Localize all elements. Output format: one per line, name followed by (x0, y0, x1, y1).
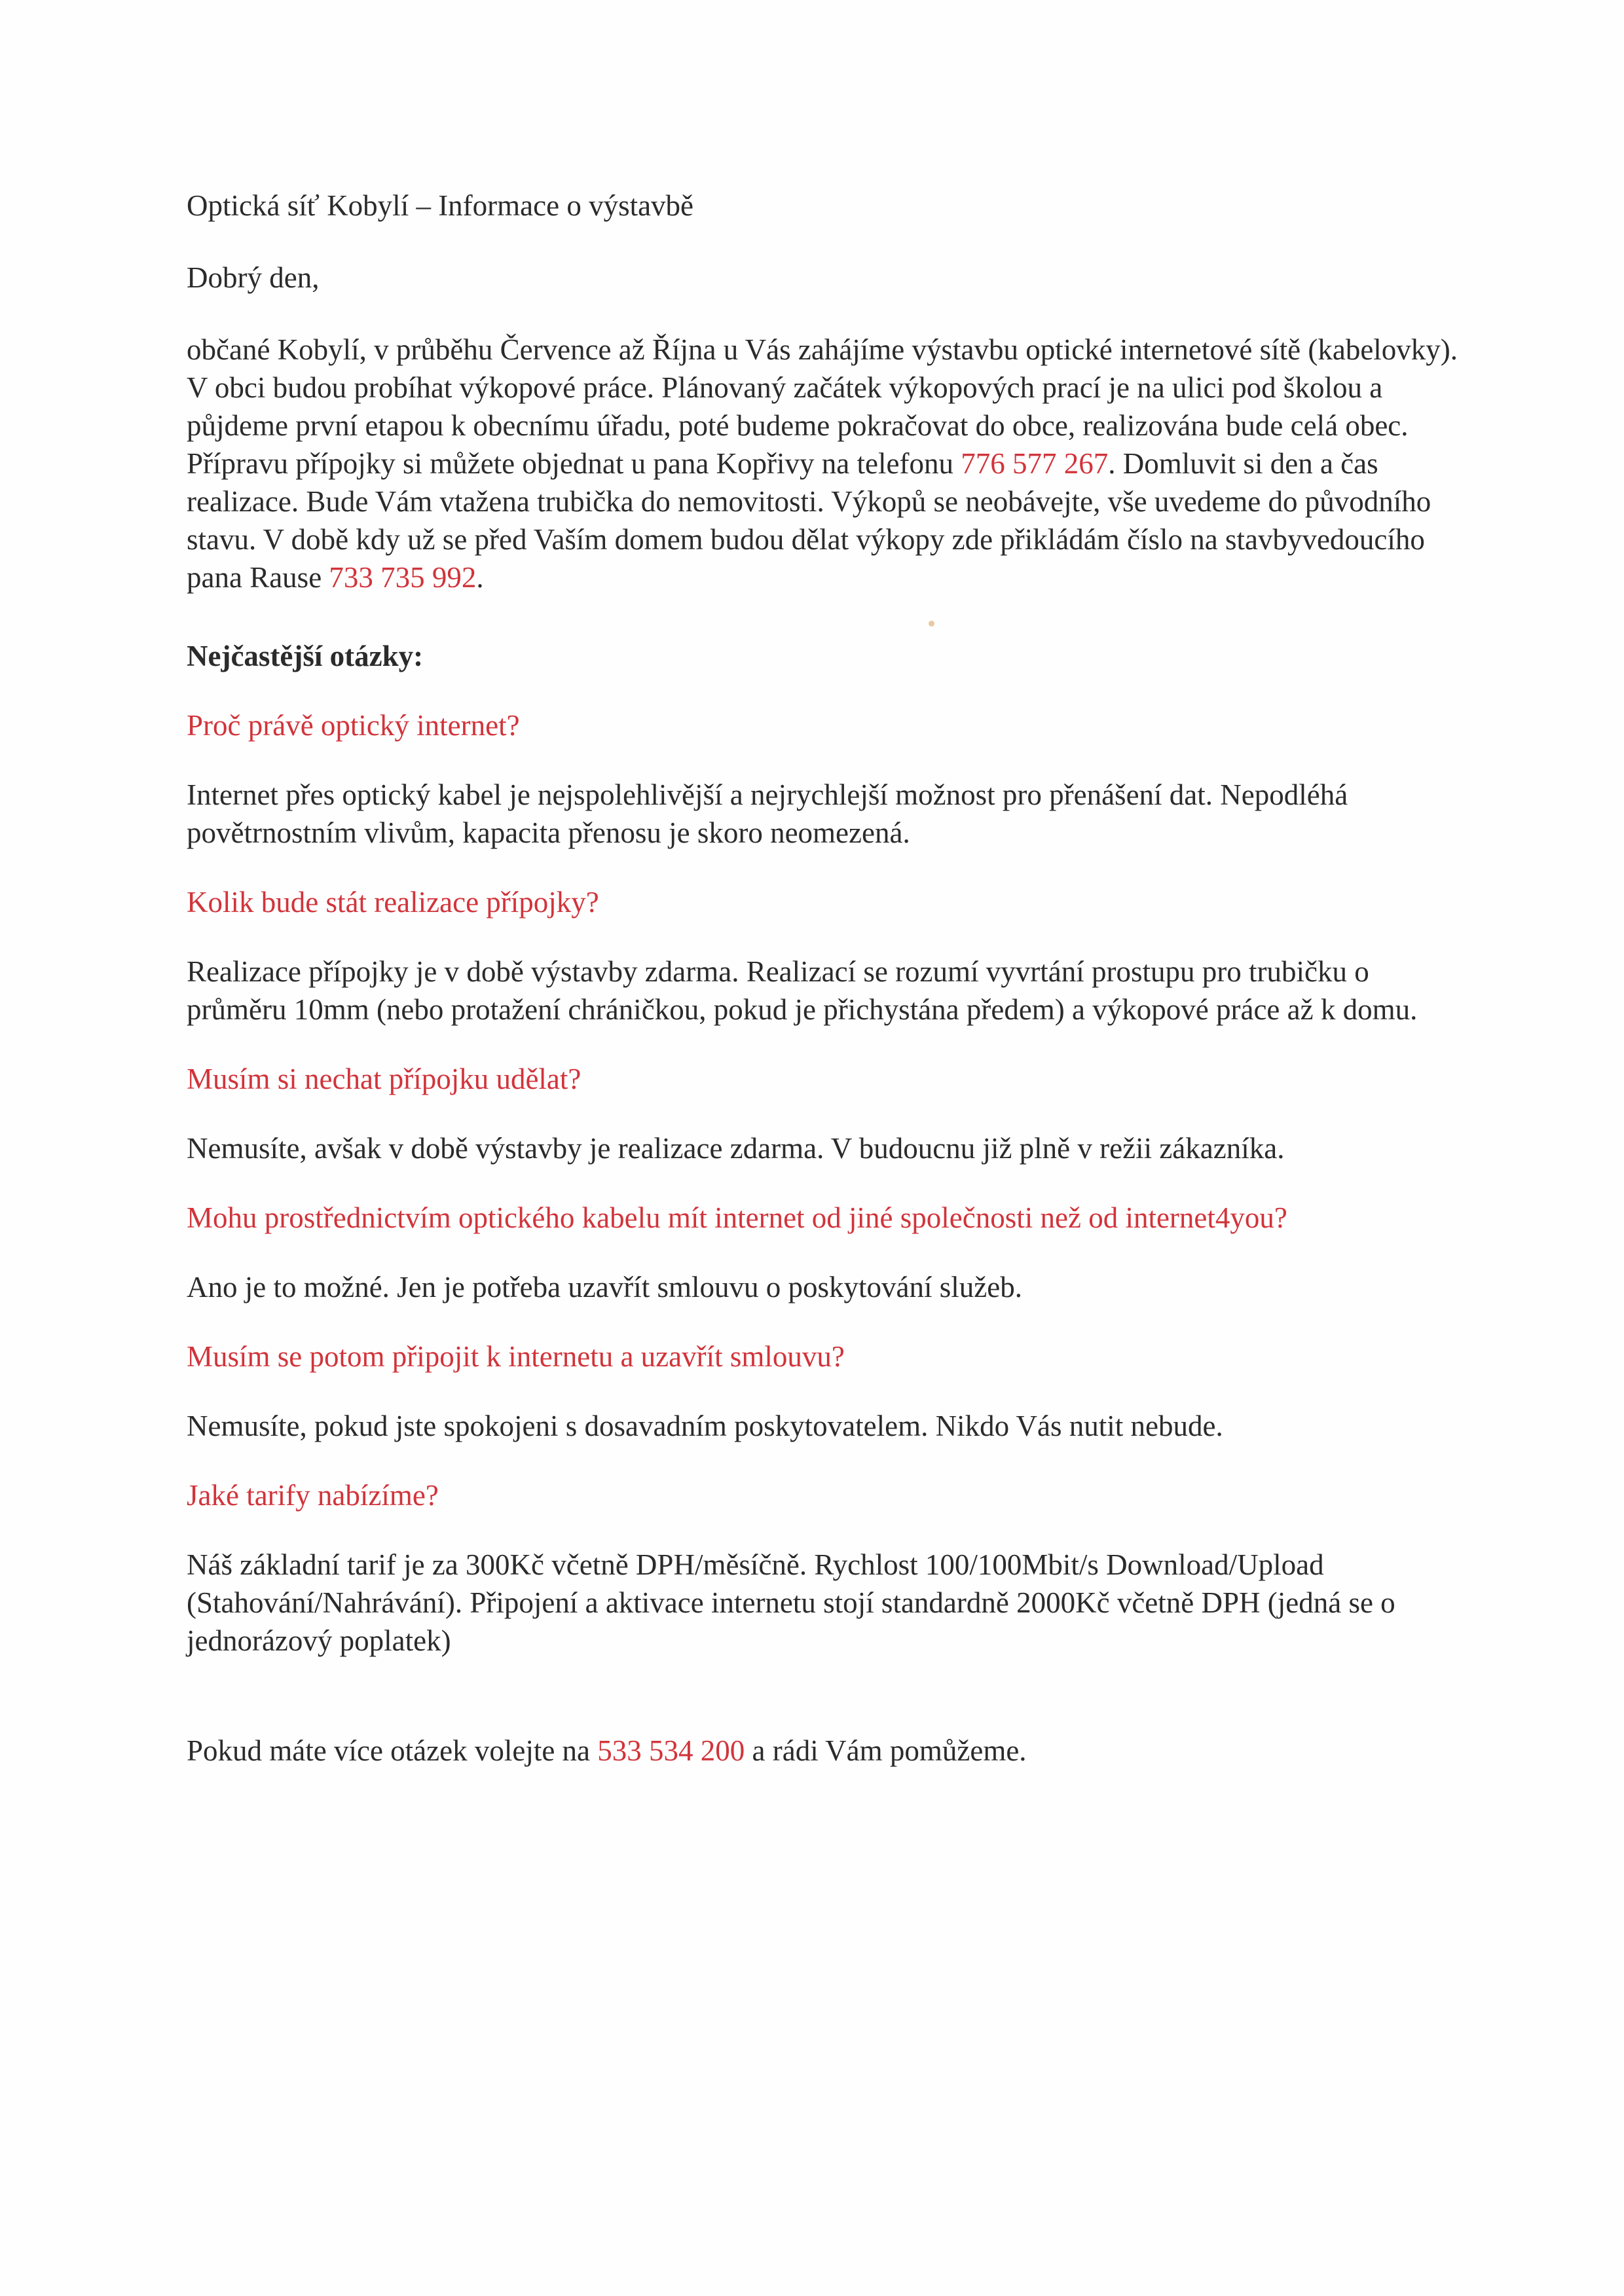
document-body (187, 187, 1464, 1770)
faq-question-3: Musím si nechat přípojku udělat? (187, 1063, 581, 1095)
faq-question-2: Kolik bude stát realizace přípojky? (187, 886, 599, 919)
faq-heading: Nejčastější otázky: (187, 640, 424, 672)
greeting: Dobrý den, (187, 261, 320, 294)
closing-text-2: a rádi Vám pomůžeme. (745, 1734, 1027, 1767)
faq-question-5: Musím se potom připojit k internetu a uzavřít smlouvu? (187, 1340, 845, 1373)
faq-answer-5: Nemusíte, pokud jste spokojeni s dosavadním poskytovatelem. Nikdo Vás nutit nebude. (187, 1410, 1223, 1442)
faq-answer-4: Ano je to možné. Jen je potřeba uzavřít smlouvu o poskytování služeb. (187, 1271, 1022, 1303)
document-title: Optická síť Kobylí – Informace o výstavbě (187, 189, 694, 222)
phone-rause: 733 735 992 (329, 561, 477, 594)
intro-paragraph (187, 331, 1464, 596)
intro-text-3: . (476, 561, 484, 594)
intro-text-2: . Domluvit si den a čas realizace. Bude Vám vtažena trubička do nemovitosti. Výkopů se neobávejte, vše uvedeme do původního stavu. V době kdy už se před Vaším domem budou dělat výkopy zde přikládám číslo na stavbyvedoucího pana Rause (187, 447, 1431, 594)
phone-koprivy: 776 577 267 (961, 447, 1109, 480)
closing-paragraph (187, 1732, 1464, 1770)
faq-answer-6: Náš základní tarif je za 300Kč včetně DPH/měsíčně. Rychlost 100/100Mbit/s Download/Upload (Stahování/Nahrávání). Připojení a aktivace internetu stojí standardně 2000Kč včetně DPH (jedná se o jednorázový poplatek) (187, 1548, 1395, 1657)
faq-answer-2: Realizace přípojky je v době výstavby zdarma. Realizací se rozumí vyvrtání prostupu pro trubičku o průměru 10mm (nebo protažení chráničkou, pokud je přichystána předem) a výkopové práce až k domu. (187, 955, 1418, 1026)
closing-text-1: Pokud máte více otázek volejte na (187, 1734, 598, 1767)
intro-text-1: občané Kobylí, v průběhu Července až Října u Vás zahájíme výstavbu optické internetové sítě (kabelovky). V obci budou probíhat výkopové práce. Plánovaný začátek výkopových prací je na ulici pod školou a půjdeme první etapou k obecnímu úřadu, poté budeme pokračovat do obce, realizována bude celá obec. Přípravu přípojky si můžete objednat u pana Kopřivy na telefonu (187, 333, 1458, 480)
faq-question-6: Jaké tarify nabízíme? (187, 1479, 439, 1512)
faq-answer-1: Internet přes optický kabel je nejspolehlivější a nejrychlejší možnost pro přenášení dat. Nepodléhá povětrnostním vlivům, kapacita přenosu je skoro neomezená. (187, 778, 1348, 849)
faq-question-1: Proč právě optický internet? (187, 709, 520, 742)
faq-answer-3: Nemusíte, avšak v době výstavby je realizace zdarma. V budoucnu již plně v režii zákazníka. (187, 1132, 1285, 1165)
phone-support: 533 534 200 (597, 1734, 745, 1767)
faq-question-4: Mohu prostřednictvím optického kabelu mít internet od jiné společnosti než od internet4you? (187, 1201, 1287, 1234)
